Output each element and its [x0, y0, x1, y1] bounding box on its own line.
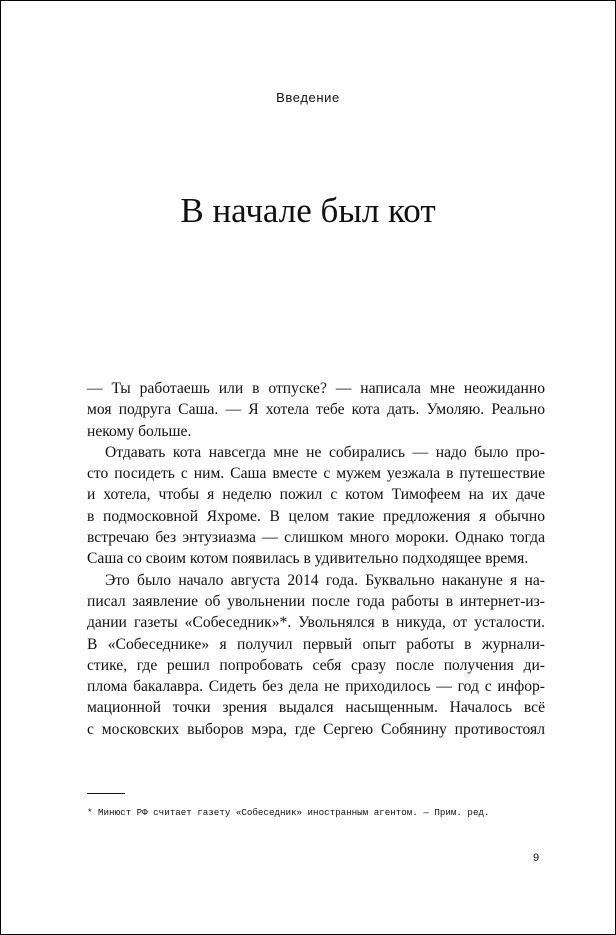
chapter-title: В начале был кот [180, 191, 436, 230]
section-label: Введение [276, 90, 340, 105]
text-line: — Ты работаешь или в отпуске? — написала мне неожиданно [87, 380, 545, 397]
text-line: Отдавать кота навсегда мне не собирались — надо было про- [105, 443, 545, 461]
text-line: и хотела, чтобы я неделю пожил с котом Тимофеем на их даче [87, 486, 545, 504]
text-line: сто посидеть с ним. Саша вместе с мужем уезжала в путешествие [87, 465, 545, 483]
text-line: стике, где решил попробовать себя сразу после получения ди- [87, 656, 545, 674]
body-text [87, 378, 545, 740]
text-line: дании газеты «Собеседник»*. Увольнялся в никуда, от усталости. [87, 614, 545, 632]
text-line: в подмосковной Яхроме. В целом такие предложения я обычно [87, 507, 545, 525]
text-line: встречаю без энтузиазма — слишком много мороки. Однако тогда [87, 529, 545, 547]
text-line: моя подруга Саша. — Я хотела тебе кота дать. Умоляю. Реально [87, 401, 545, 419]
text-line: В «Собеседнике» я получил первый опыт работы в журнали- [87, 635, 545, 653]
footnote-divider [87, 793, 125, 794]
text-line: плома бакалавра. Сидеть без дела не приходилось — год с инфор- [87, 678, 545, 696]
paragraph [87, 442, 545, 570]
text-line: Это было начало августа 2014 года. Буквально накануне я на- [105, 571, 545, 589]
paragraph [87, 570, 545, 740]
text-line: с московских выборов мэра, где Сергею Собянину противостоял [87, 720, 545, 738]
paragraph [87, 378, 545, 442]
page-number: 9 [533, 852, 540, 864]
footnote: * Минюст РФ считает газету «Собеседник» иностранным агентом. — Прим. ред. [87, 807, 490, 818]
text-line: мационной точки зрения выдался насыщенным. Началось всё [87, 699, 545, 717]
text-line: некому больше. [87, 422, 192, 440]
text-line: писал заявление об увольнении после года работы в интернет-из- [87, 592, 545, 610]
text-line: Саша со своим котом появилась в удивительно подходящее время. [87, 550, 529, 568]
